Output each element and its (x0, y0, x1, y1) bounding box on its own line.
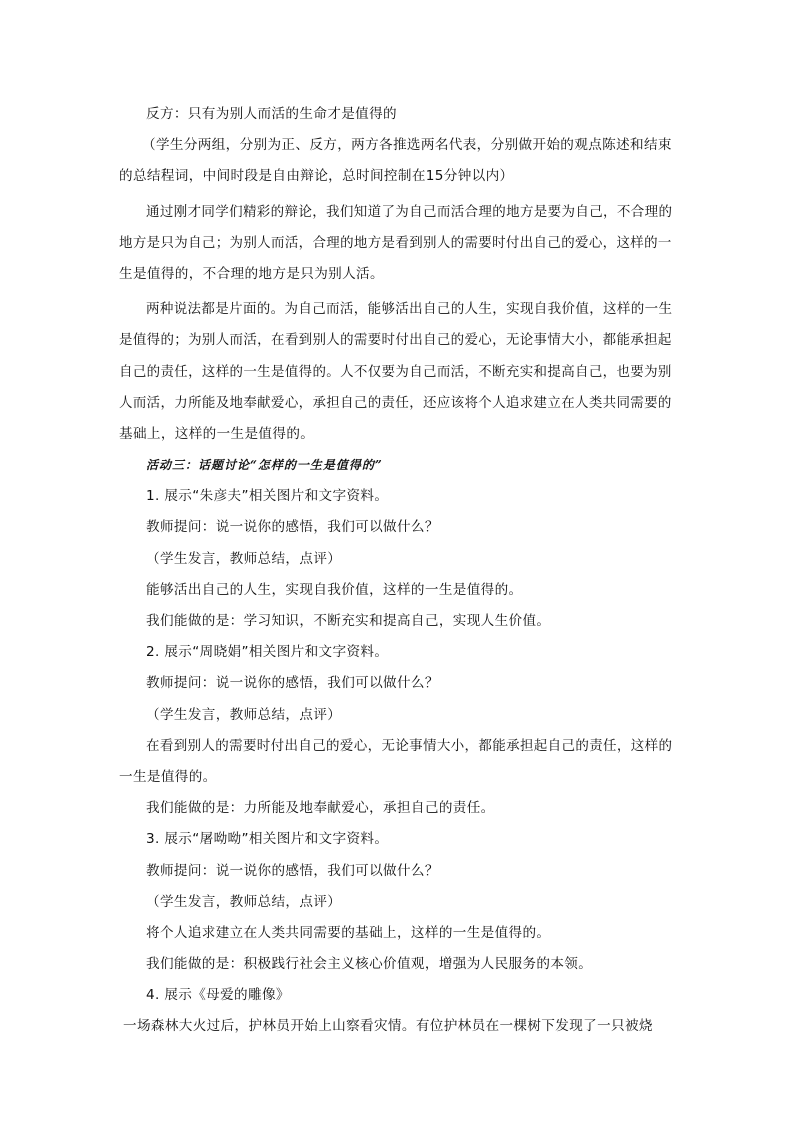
text-line: 一生是值得的。 (119, 768, 217, 785)
text-line: 我们能做的是：力所能及地奉献爱心，承担自己的责任。 (146, 800, 495, 817)
text-line: （学生发言，教师总结，点评） (146, 893, 342, 910)
text-line: 教师提问：说一说你的感悟，我们可以做什么？ (146, 675, 439, 692)
text-line: 我们能做的是：学习知识，不断充实和提高自己，实现人生价值。 (146, 613, 551, 629)
text-line: （学生发言，教师总结，点评） (146, 706, 342, 723)
activity-heading: 活动三：话题讨论“怎样的一生是值得的” (146, 458, 383, 473)
text-line: 教师提问：说一说你的感悟，我们可以做什么？ (146, 862, 439, 879)
text-line: 2. 展示“周晓娟”相关图片和文字资料。 (146, 644, 389, 661)
text-line: 1. 展示“朱彦夫”相关图片和文字资料。 (146, 488, 389, 505)
text-line: 两种说法都是片面的。为自己而活，能够活出自己的人生，实现自我价值，这样的一生 (146, 301, 673, 318)
text-line: 基础上，这样的一生是值得的。 (119, 425, 315, 442)
text-line: 生是值得的，不合理的地方是只为别人活。 (119, 265, 384, 282)
text-line: 在看到别人的需要时付出自己的爱心，无论事情大小，都能承担起自己的责任，这样的 (146, 737, 673, 754)
text-line: 是值得的；为别人而活，在看到别人的需要时付出自己的爱心，无论事情大小，都能承担起 (119, 332, 672, 349)
text-line: 将个人追求建立在人类共同需要的基础上，这样的一生是值得的。 (146, 924, 551, 941)
text-line: 反方：只有为别人而活的生命才是值得的 (146, 106, 397, 122)
text-line: 一场森林大火过后，护林员开始上山察看灾情。有位护林员在一棵树下发现了一只被烧 (123, 1018, 653, 1035)
text-line: 3. 展示“屠呦呦”相关图片和文字资料。 (146, 831, 389, 848)
text-line: 通过刚才同学们精彩的辩论，我们知道了为自己而活合理的地方是要为自己，不合理的 (146, 203, 673, 220)
text-line: 4. 展示《母爱的雕像》 (146, 987, 290, 1004)
text-line: （学生发言，教师总结，点评） (146, 550, 342, 567)
text-line: 地方是只为自己；为别人而活，合理的地方是看到别人的需要时付出自己的爱心，这样的一 (119, 234, 672, 251)
text-line: 我们能做的是：积极践行社会主义核心价值观，增强为人民服务的本领。 (146, 956, 593, 973)
text-line: 自己的责任，这样的一生是值得的。人不仅要为自己而活，不断充实和提高自己，也要为别 (119, 363, 672, 380)
text-line: 能够活出自己的人生，实现自我价值，这样的一生是值得的。 (146, 581, 523, 598)
text-line: 人而活，力所能及地奉献爱心，承担自己的责任，还应该将个人追求建立在人类共同需要的 (119, 394, 672, 411)
text-line: 教师提问：说一说你的感悟，我们可以做什么？ (146, 519, 439, 536)
text-line: （学生分两组，分别为正、反方，两方各推选两名代表，分别做开始的观点陈述和结束 (142, 137, 672, 154)
text-line: 的总结程词，中间时段是自由辩论，总时间控制在15分钟以内） (119, 168, 514, 185)
